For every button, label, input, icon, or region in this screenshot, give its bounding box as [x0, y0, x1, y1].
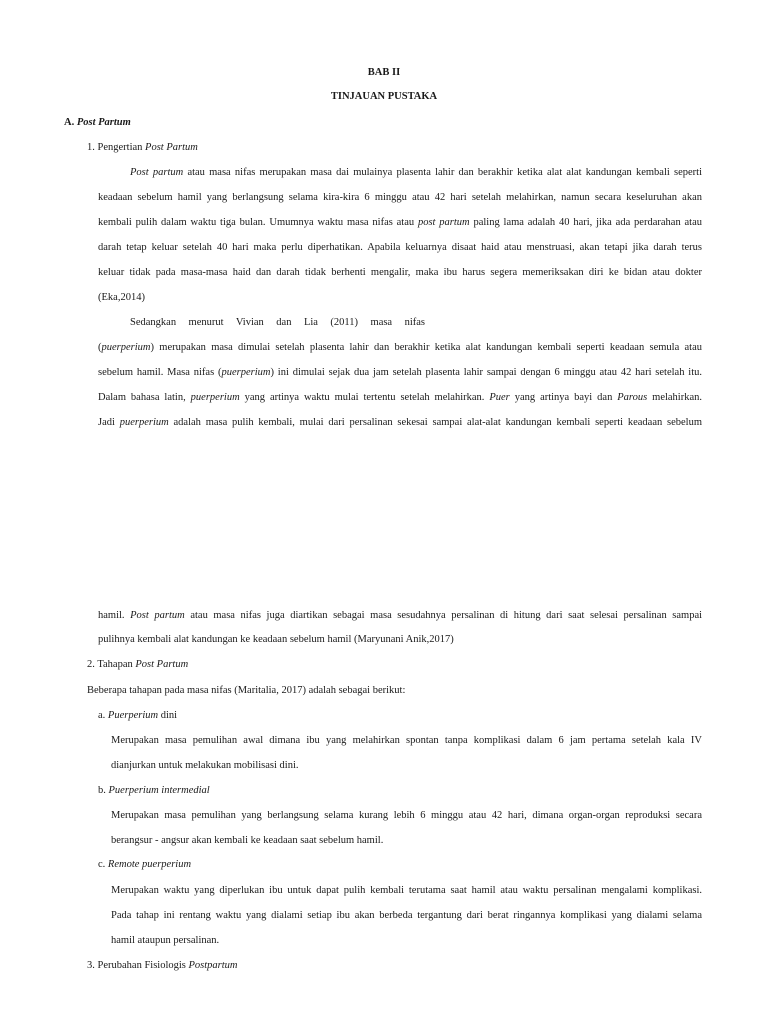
- paragraph-2-line-5: [98, 416, 702, 429]
- paragraph-2-line-1: Sedangkan menurut Vivian dan Lia (2011) masa nifas: [130, 317, 425, 328]
- subheading-2-intro: Beberapa tahapan pada masa nifas (Maritalia, 2017) adalah sebagai berikut:: [87, 685, 406, 696]
- subheading-2: [87, 658, 188, 671]
- term-puerperium: Puerperium: [107, 710, 159, 721]
- subheading-1-italic: Post Partum: [145, 142, 198, 153]
- paragraph-2-text: (: [98, 342, 102, 353]
- list-item-a-line-2: dianjurkan untuk melakukan mobilisasi dini.: [111, 760, 299, 771]
- term-puerperium: puerperium: [101, 342, 151, 353]
- list-item-b-line-2: berangsur - angsur akan kembali ke keadaan saat sebelum hamil.: [111, 835, 384, 846]
- chapter-title: TINJAUAN PUSTAKA: [330, 91, 438, 102]
- list-item-a-text: dini: [160, 710, 178, 721]
- subheading-2-italic: Post Partum: [135, 659, 189, 670]
- paragraph-2-line-3: [98, 366, 702, 379]
- subheading-1: [87, 141, 198, 154]
- list-item-a-heading: [98, 709, 177, 722]
- section-a-title: Post Partum: [76, 117, 131, 128]
- paragraph-3-text: atau masa nifas juga diartikan sebagai masa sesudahnya persalinan di hitung dari saat selesai persalinan sampai: [190, 610, 703, 621]
- subheading-3-text: Perubahan Fisiologis: [97, 960, 186, 971]
- subheading-2-number: 2.: [87, 659, 95, 670]
- paragraph-2-text: yang artinya bayi dan: [514, 392, 613, 403]
- term-post-partum: Post partum: [130, 610, 185, 621]
- paragraph-1-line-3: [98, 216, 702, 229]
- paragraph-2-text: Jadi: [98, 417, 115, 428]
- term-puerperium: puerperium: [190, 392, 240, 403]
- paragraph-1-line-4: darah tetap keluar setelah 40 hari maka perlu diperhatikan. Apabila keluarnya disaat haid atau menstruasi, akan tetapi jika darah terus: [98, 242, 702, 253]
- term-puerperium: puerperium: [221, 367, 271, 378]
- chapter-number: BAB II: [367, 67, 401, 78]
- paragraph-1-text: kembali pulih dalam waktu tiga bulan. Umumnya waktu masa nifas atau: [98, 217, 415, 228]
- paragraph-2-line-4: [98, 391, 702, 404]
- paragraph-1-text: atau masa nifas merupakan masa dai mulainya plasenta lahir dan berakhir ketika alat alat kandungan kembali seperti: [187, 167, 702, 178]
- list-item-b-label: b.: [98, 785, 106, 796]
- subheading-1-number: 1.: [87, 142, 95, 153]
- paragraph-3-line-2: pulihnya kembali alat kandungan ke keadaan sebelum hamil (Maryunani Anik,2017): [98, 634, 454, 645]
- paragraph-1-line-6: (Eka,2014): [98, 292, 145, 303]
- section-a-label: A.: [64, 117, 75, 128]
- paragraph-1-text: paling lama adalah 40 hari, jika ada perdarahan atau: [473, 217, 703, 228]
- paragraph-2-text: Dalam bahasa latin,: [98, 392, 186, 403]
- paragraph-1-line-1: [130, 166, 702, 179]
- term-puerperium-intermedial: Puerperium intermedial: [108, 785, 210, 796]
- paragraph-2-text: melahirkan.: [652, 392, 703, 403]
- list-item-c-line-3: hamil ataupun persalinan.: [111, 935, 220, 946]
- list-item-c-line-1: Merupakan waktu yang diperlukan ibu untuk dapat pulih kembali terutama saat hamil atau waktu persalinan mengalami komplikasi.: [111, 885, 702, 896]
- paragraph-1-line-2: keadaan sebelum hamil yang berlangsung selama kira-kira 6 minggu atau 42 hari setelah melahirkan, namun secara keseluruhan akan: [98, 192, 702, 203]
- paragraph-3-line-1: [98, 609, 702, 622]
- term-post-partum: post partum: [417, 217, 470, 228]
- section-a-heading: [64, 116, 131, 129]
- subheading-3-italic: Postpartum: [188, 960, 238, 971]
- subheading-3: [87, 959, 238, 972]
- list-item-c-heading: [98, 858, 191, 871]
- list-item-a-line-1: Merupakan masa pemulihan awal dimana ibu yang melahirkan spontan tanpa komplikasi dalam 6 jam pertama setelah kala IV: [111, 735, 702, 746]
- subheading-1-text: Pengertian: [97, 142, 143, 153]
- term-puer: Puer: [489, 392, 510, 403]
- paragraph-2-text: ) ini dimulai sejak dua jam setelah plasenta lahir sampai dengan 6 minggu atau 42 hari setelah itu.: [270, 367, 702, 378]
- list-item-c-label: c.: [98, 859, 106, 870]
- list-item-b-line-1: Merupakan masa pemulihan yang berlangsung selama kurang lebih 6 minggu atau 42 hari, dimana organ-organ reproduksi secara: [111, 810, 702, 821]
- term-parous: Parous: [617, 392, 648, 403]
- list-item-a-label: a.: [98, 710, 106, 721]
- paragraph-2-text: adalah masa pulih kembali, mulai dari persalinan sekesai sampai alat-alat kandungan kembali seperti keadaan sebelum: [173, 417, 703, 428]
- paragraph-2-text: ) merupakan masa dimulai setelah plasenta lahir dan berakhir ketika alat kandungan kembali seperti keadaan semula atau: [150, 342, 702, 353]
- paragraph-1-line-5: keluar tidak pada masa-masa haid dan darah tidak berhenti mengalir, maka ibu harus segera memeriksakan diri ke bidan atau dokter: [98, 267, 702, 278]
- paragraph-3-text: hamil.: [98, 610, 125, 621]
- paragraph-2-text: yang artinya waktu mulai tertentu setelah melahirkan.: [244, 392, 485, 403]
- term-remote-puerperium: Remote puerperium: [107, 859, 192, 870]
- list-item-b-heading: [98, 784, 210, 797]
- subheading-2-text: Tahapan: [97, 659, 133, 670]
- paragraph-2-line-2: [98, 341, 702, 354]
- term-post-partum: Post partum: [130, 167, 184, 178]
- term-puerperium: puerperium: [119, 417, 169, 428]
- subheading-3-number: 3.: [87, 960, 95, 971]
- paragraph-2-text: sebelum hamil. Masa nifas (: [98, 367, 222, 378]
- list-item-c-line-2: Pada tahap ini rentang waktu yang dialami setiap ibu akan berbeda tergantung dari berat ringannya komplikasi yang dialami selama: [111, 910, 702, 921]
